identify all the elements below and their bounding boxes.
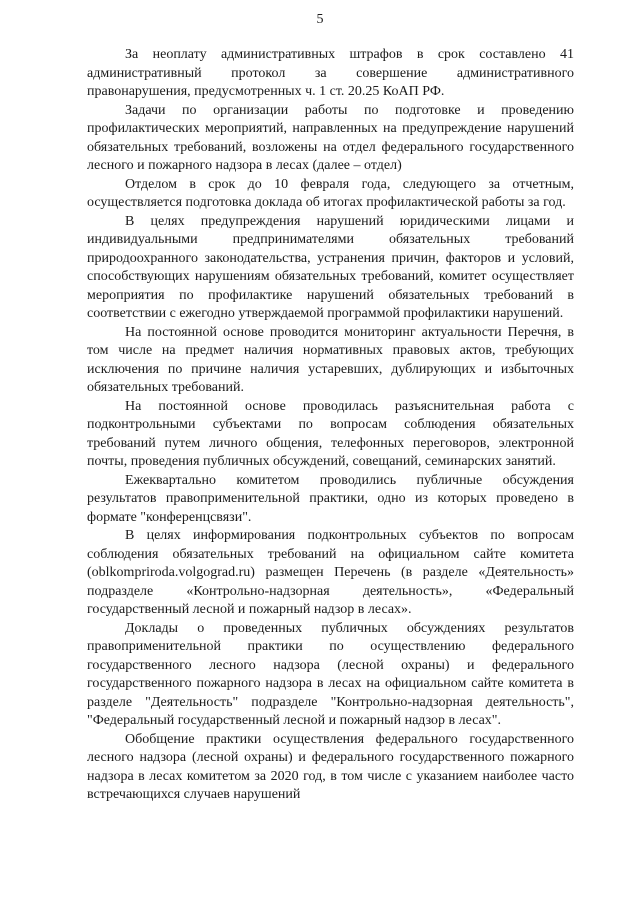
document-body: [87, 46, 574, 805]
paragraph-public-discussions: Ежеквартально комитетом проводились публичные обсуждения результатов правоприменительной практики, одно из которых проведено в формате "конференцсвязи".: [87, 472, 574, 525]
paragraph-fines-protocols: За неоплату административных штрафов в срок составлено 41 административный протокол за совершение административного правонарушения, предусмотренных ч. 1 ст. 20.25 КоАП РФ.: [87, 47, 574, 99]
paragraph-explanatory-work: На постоянной основе проводилась разъяснительная работа с подконтрольными субъектами по вопросам соблюдения обязательных требований путем личного общения, телефонных переговоров, электронной почты, проведения публичных обсуждений, совещаний, семинарских занятий.: [87, 398, 574, 469]
paragraph-annual-report: Отделом в срок до 10 февраля года, следующего за отчетным, осуществляется подготовка доклада об итогах профилактической работы за год.: [87, 176, 574, 210]
paragraph-prevention-tasks: Задачи по организации работы по подготовке и проведению профилактических мероприятий, направленных на предупреждение нарушений обязательных требований, возложены на отдел федерального государственного лесного и пожарного надзора в лесах (далее – отдел): [87, 102, 574, 173]
paragraph-website-info: В целях информирования подконтрольных субъектов по вопросам соблюдения обязательных требований на официальном сайте комитета (oblkompriroda.volgograd.ru) размещен Перечень (в разделе «Деятельность» подразделе «Контрольно-надзорная деятельность», «Федеральный государственный лесной и пожарный надзор в лесах».: [87, 528, 574, 617]
paragraph-list-monitoring: На постоянной основе проводится мониторинг актуальности Перечня, в том числе на предмет наличия нормативных правовых актов, требующих исключения по причине наличия устаревших, дублирующих и избыточных обязательных требований.: [87, 324, 574, 395]
page-number: 5: [316, 12, 324, 27]
paragraph-discussion-reports: Доклады о проведенных публичных обсуждениях результатов правоприменительной практики по осуществлению федерального государственного лесного надзора (лесной охраны) и федерального государственного пожарного надзора в лесах на официальном сайте комитета в разделе "Деятельность" подразделе "Контрольно-надзорная деятельность", "Федеральный государственный лесной и пожарный надзор в лесах".: [87, 620, 574, 728]
paragraph-prevention-measures: В целях предупреждения нарушений юридическими лицами и индивидуальными предпринимателями обязательных требований природоохранного законодательства, устранения причин, факторов и условий, способствующих нарушениям обязательных требований, комитет осуществляет мероприятия по профилактике нарушений обязательных требований в соответствии с ежегодно утверждаемой программой профилактики нарушений.: [87, 213, 574, 321]
paragraph-practice-summary: Обобщение практики осуществления федерального государственного лесного надзора (лесной охраны) и федерального государственного пожарного надзора в лесах комитетом за 2020 год, в том числе с указанием наиболее часто встречающихся случаев нарушений: [87, 731, 574, 802]
